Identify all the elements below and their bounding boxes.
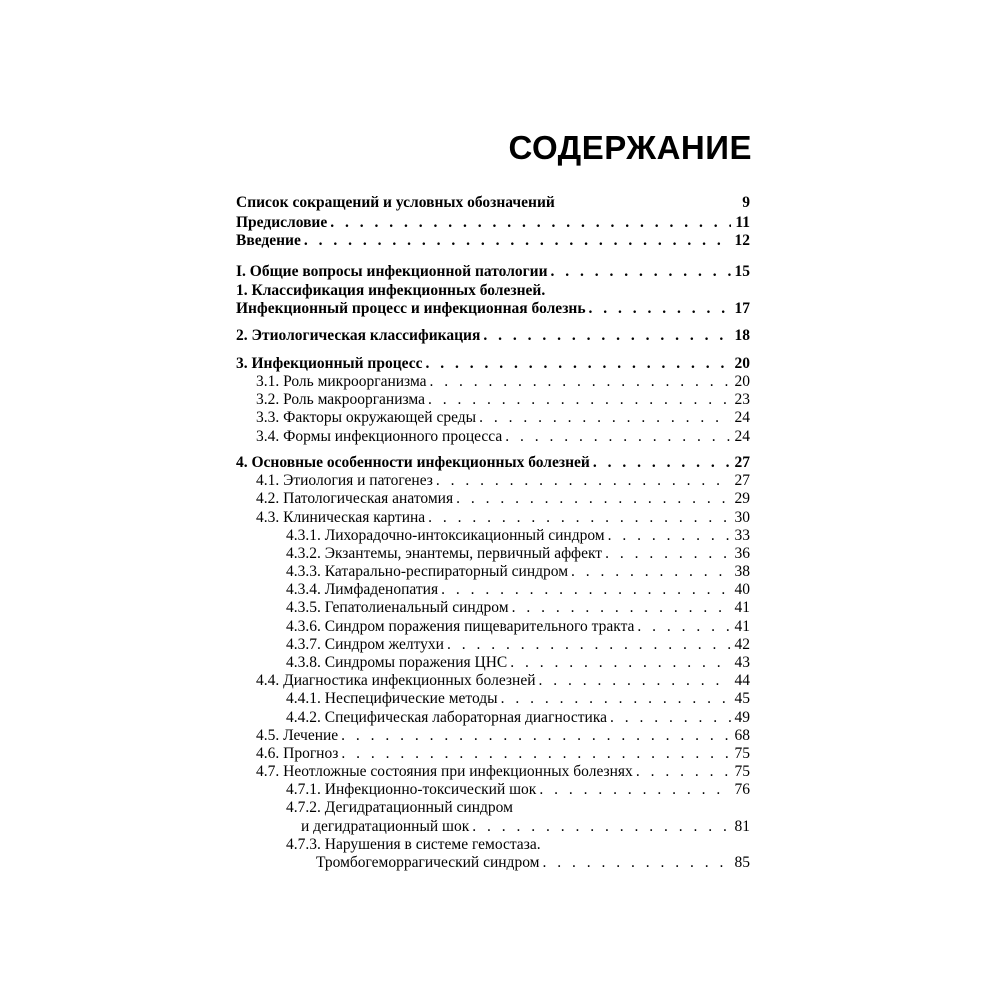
toc-leader-dots xyxy=(447,635,731,655)
toc-entry-title: 4.1. Этиология и патогенез xyxy=(256,472,433,489)
toc-entry-title: Введение xyxy=(236,232,301,249)
toc-leader-dots xyxy=(510,653,730,673)
toc-entry-page: 30 xyxy=(734,509,750,526)
toc-leader-dots xyxy=(456,489,730,509)
toc-leader-dots xyxy=(512,598,731,618)
toc-leader-dots xyxy=(539,780,730,800)
toc-entry[interactable] xyxy=(286,526,750,546)
toc-leader-dots xyxy=(636,762,731,782)
toc-entry-page: 15 xyxy=(734,263,750,280)
toc-leader-dots xyxy=(501,689,731,709)
toc-entry[interactable] xyxy=(236,453,750,473)
toc-entry[interactable] xyxy=(256,489,750,509)
toc-entry-page: 44 xyxy=(734,672,750,689)
toc-entry-title: 4.4.1. Неспецифические методы xyxy=(286,690,498,707)
toc-entry-title: 3.3. Факторы окружающей среды xyxy=(256,409,477,426)
toc-leader-dots xyxy=(542,853,730,873)
toc-entry-title: 3.1. Роль микроорганизма xyxy=(256,373,427,390)
toc-entry[interactable] xyxy=(236,299,750,319)
toc-entry-page: 75 xyxy=(734,745,750,762)
toc-entry[interactable] xyxy=(256,390,750,410)
toc-entry-page: 49 xyxy=(734,709,750,726)
toc-leader-dots xyxy=(539,671,731,691)
toc-entry-title: 4.7.2. Дегидратационный синдром xyxy=(286,799,513,816)
toc-entry-title: Предисловие xyxy=(236,214,328,231)
toc-leader-dots xyxy=(428,390,730,410)
toc-entry-page: 40 xyxy=(734,581,750,598)
toc-entry-page: 33 xyxy=(734,527,750,544)
toc-entry-title: 4.4.2. Специфическая лабораторная диагностика xyxy=(286,709,608,726)
toc-entry-title: 4.7.1. Инфекционно-токсический шок xyxy=(286,781,537,798)
toc-entry-title: 4.7.3. Нарушения в системе гемостаза. xyxy=(286,836,541,853)
toc-leader-dots xyxy=(571,562,730,582)
toc-entry-title: 4.3.2. Экзантемы, энантемы, первичный аффект xyxy=(286,545,603,562)
toc-entry[interactable] xyxy=(256,726,750,746)
toc-entry-page: 43 xyxy=(734,654,750,671)
toc-entry[interactable] xyxy=(256,427,750,447)
toc-leader-dots xyxy=(589,299,731,319)
toc-entry-page: 76 xyxy=(734,781,750,798)
toc-entry-page: 42 xyxy=(734,636,750,653)
toc-entry-title: 4.3.3. Катарально-респираторный синдром xyxy=(286,563,569,580)
toc-entry-page: 75 xyxy=(734,763,750,780)
toc-leader-dots xyxy=(441,580,730,600)
toc-entry-page: 68 xyxy=(734,727,750,744)
toc-entry-page: 24 xyxy=(734,409,750,426)
toc-entry-page: 23 xyxy=(734,391,750,408)
toc-entry[interactable] xyxy=(256,372,750,392)
toc-entry[interactable] xyxy=(286,635,750,655)
toc-entry[interactable] xyxy=(236,231,750,251)
toc-entry-title: Инфекционный процесс и инфекционная болезнь xyxy=(236,300,586,317)
toc-entry[interactable] xyxy=(286,562,750,582)
toc-entry[interactable] xyxy=(286,544,750,564)
toc-leader-dots xyxy=(430,372,731,392)
toc-entry-page: 36 xyxy=(734,545,750,562)
toc-entry-page: 41 xyxy=(734,599,750,616)
toc-entry-title: 3. Инфекционный процесс xyxy=(236,355,423,372)
toc-leader-dots xyxy=(483,326,730,346)
toc-entry-title: 4.5. Лечение xyxy=(256,727,339,744)
toc-entry-title: и дегидратационный шок xyxy=(301,818,470,835)
toc-entry-title: 4. Основные особенности инфекционных болезней xyxy=(236,454,590,471)
toc-leader-dots xyxy=(330,213,731,233)
toc-entry-page: 20 xyxy=(734,373,750,390)
toc-entry-page: 41 xyxy=(734,618,750,635)
toc-entry-page: 24 xyxy=(734,428,750,445)
toc-leader-dots xyxy=(428,508,730,528)
toc-entry[interactable] xyxy=(256,762,750,782)
toc-entry[interactable] xyxy=(286,580,750,600)
toc-entry-title: 2. Этиологическая классификация xyxy=(236,327,481,344)
toc-entry[interactable] xyxy=(236,326,750,346)
toc-entry-title: 4.6. Прогноз xyxy=(256,745,339,762)
toc-entry-title: 4.3.6. Синдром поражения пищеварительного тракта xyxy=(286,618,635,635)
toc-entry[interactable] xyxy=(286,798,750,818)
toc-entry[interactable] xyxy=(286,653,750,673)
toc-entry-title: 4.3.8. Синдромы поражения ЦНС xyxy=(286,654,508,671)
toc-leader-dots xyxy=(304,231,731,251)
toc-entry[interactable] xyxy=(236,262,750,282)
toc-entry[interactable] xyxy=(286,835,750,855)
toc-entry[interactable] xyxy=(256,671,750,691)
toc-entry-page: 85 xyxy=(734,854,750,871)
toc-entry-title: 4.2. Патологическая анатомия xyxy=(256,490,454,507)
toc-leader-dots xyxy=(593,453,731,473)
toc-leader-dots xyxy=(608,526,731,546)
toc-entry-title: 4.3. Клиническая картина xyxy=(256,509,426,526)
toc-leader-dots xyxy=(472,817,730,837)
toc-entry-page: 45 xyxy=(734,690,750,707)
toc-entry-title: 4.3.1. Лихорадочно-интоксикационный синдром xyxy=(286,527,605,544)
toc-entry-title: 4.3.4. Лимфаденопатия xyxy=(286,581,439,598)
toc-entry-title: 1. Классификация инфекционных болезней. xyxy=(236,282,546,299)
toc-entry[interactable] xyxy=(286,780,750,800)
toc-entry-title: Список сокращений и условных обозначений xyxy=(236,194,555,211)
toc-entry-title: 4.7. Неотложные состояния при инфекционных болезнях xyxy=(256,763,633,780)
toc-entry-page: 38 xyxy=(734,563,750,580)
toc-leader-dots xyxy=(505,427,730,447)
toc-leader-dots xyxy=(341,726,730,746)
toc-leader-dots xyxy=(605,544,730,564)
toc-entry-title: 4.4. Диагностика инфекционных болезней xyxy=(256,672,536,689)
toc-entry[interactable] xyxy=(301,817,750,837)
toc-entry[interactable] xyxy=(256,744,750,764)
toc-entry[interactable] xyxy=(286,708,750,728)
toc-entry[interactable] xyxy=(236,281,750,301)
toc-entry-page: 18 xyxy=(734,327,750,344)
toc-leader-dots xyxy=(341,744,730,764)
toc-entry[interactable] xyxy=(256,471,750,491)
toc-leader-dots xyxy=(479,408,730,428)
toc-entry[interactable] xyxy=(236,193,750,213)
toc-entry[interactable] xyxy=(256,508,750,528)
toc-entry[interactable] xyxy=(236,354,750,374)
toc-entry[interactable] xyxy=(286,689,750,709)
toc-entry-page: 27 xyxy=(734,472,750,489)
toc-entry-title: 4.3.7. Синдром желтухи xyxy=(286,636,444,653)
toc-entry-title: 4.3.5. Гепатолиенальный синдром xyxy=(286,599,509,616)
toc-entry[interactable] xyxy=(236,213,750,233)
toc-leader-dots xyxy=(425,354,730,374)
toc-entry-page: 12 xyxy=(734,232,750,249)
page-title: СОДЕРЖАНИЕ xyxy=(508,129,752,166)
toc-entry-page: 27 xyxy=(734,454,750,471)
toc-leader-dots xyxy=(436,471,731,491)
toc-entry[interactable] xyxy=(286,617,750,637)
toc-entry[interactable] xyxy=(256,408,750,428)
toc-leader-dots xyxy=(610,708,730,728)
toc-entry[interactable] xyxy=(316,853,750,873)
toc-entry-title: I. Общие вопросы инфекционной патологии xyxy=(236,263,548,280)
toc-entry-page: 11 xyxy=(735,214,750,231)
toc-leader-dots xyxy=(637,617,730,637)
toc-entry-page: 20 xyxy=(734,355,750,372)
toc-entry-title: Тромбогеморрагический синдром xyxy=(316,854,540,871)
toc-entry[interactable] xyxy=(286,598,750,618)
toc-entry-page: 29 xyxy=(734,490,750,507)
toc-leader-dots xyxy=(551,262,731,282)
toc-entry-title: 3.2. Роль макроорганизма xyxy=(256,391,426,408)
toc-entry-page: 17 xyxy=(734,300,750,317)
toc-entry-page: 9 xyxy=(742,194,750,211)
toc-entry-title: 3.4. Формы инфекционного процесса xyxy=(256,428,503,445)
toc-entry-page: 81 xyxy=(734,818,750,835)
